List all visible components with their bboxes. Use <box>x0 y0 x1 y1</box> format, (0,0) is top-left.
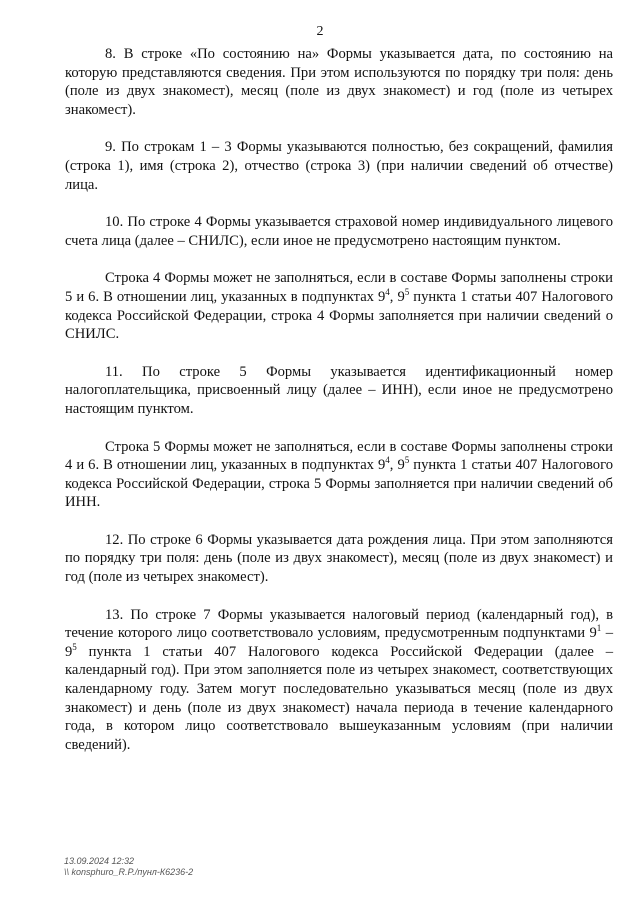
document-body <box>65 45 613 773</box>
document-footer <box>64 856 193 878</box>
page-number: 2 <box>316 24 324 39</box>
paragraph-12: 12. По строке 6 Формы указывается дата рождения лица. При этом заполняются по порядку три поля: день (поле из двух знакомест), месяц (поле из двух знакомест) и год (поле из четырех знакомест). <box>65 531 613 586</box>
paragraph-11: 11. По строке 5 Формы указывается идентификационный номер налогоплательщика, присвоенный лицу (далее – ИНН), если иное не предусмотрено настоящим пунктом. <box>65 363 613 417</box>
paragraph-8: 8. В строке «По состоянию на» Формы указывается дата, по состоянию на которую представляются сведения. При этом используются по порядку три поля: день (поле из двух знакомест), месяц (поле из двух знакомест) и год (поле из четырех знакомест). <box>65 46 613 118</box>
paragraph-10: 10. По строке 4 Формы указывается страховой номер индивидуального лицевого счета лица (далее – СНИЛС), если иное не предусмотрено настоящим пунктом. <box>65 214 613 249</box>
footer-file-path: \\ konsphuro_R.P./пунл-К6236-2 <box>64 867 194 877</box>
paragraph-10-note: Строка 4 Формы может не заполняться, если в составе Формы заполнены строки 5 и 6. В отношении лиц, указанных в подпунктах $9^4$, $9^5$ пункта 1 статьи 407 Налогового кодекса Российской Федерации, строка 4 Формы заполняется при наличии сведений о СНИЛС. <box>65 270 613 343</box>
paragraph-9: 9. По строкам 1 – 3 Формы указываются полностью, без сокращений, фамилия (строка 1), имя (строка 2), отчество (строка 3) (при наличии сведений об отчестве) лица. <box>65 139 613 193</box>
paragraph-11-note: Строка 5 Формы может не заполняться, если в составе Формы заполнены строки 4 и 6. В отношении лиц, указанных в подпунктах $9^4$, $9^5$ пункта 1 статьи 407 Налогового кодекса Российской Федерации, строка 5 Формы заполняется при наличии сведений об ИНН. <box>65 438 613 511</box>
footer-timestamp: 13.09.2024 12:32 <box>64 856 135 866</box>
paragraph-13: 13. По строке 7 Формы указывается налоговый период (календарный год), в течение которого лицо соответствовало условиям, предусмотренным подпунктами $9^1 - 9^5$ пункта 1 статьи 407 Налогового кодекса Российской Федерации (далее – календарный год). При этом заполняется поле из четырех знакомест, соответствующих календарному году. Затем могут последовательно указываться месяц (поле из двух знакомест) и день (поле из двух знакомест) начала периода в течение календарного года, в котором лицо соответствовало вышеуказанным условиям (при наличии сведений). <box>65 606 613 753</box>
